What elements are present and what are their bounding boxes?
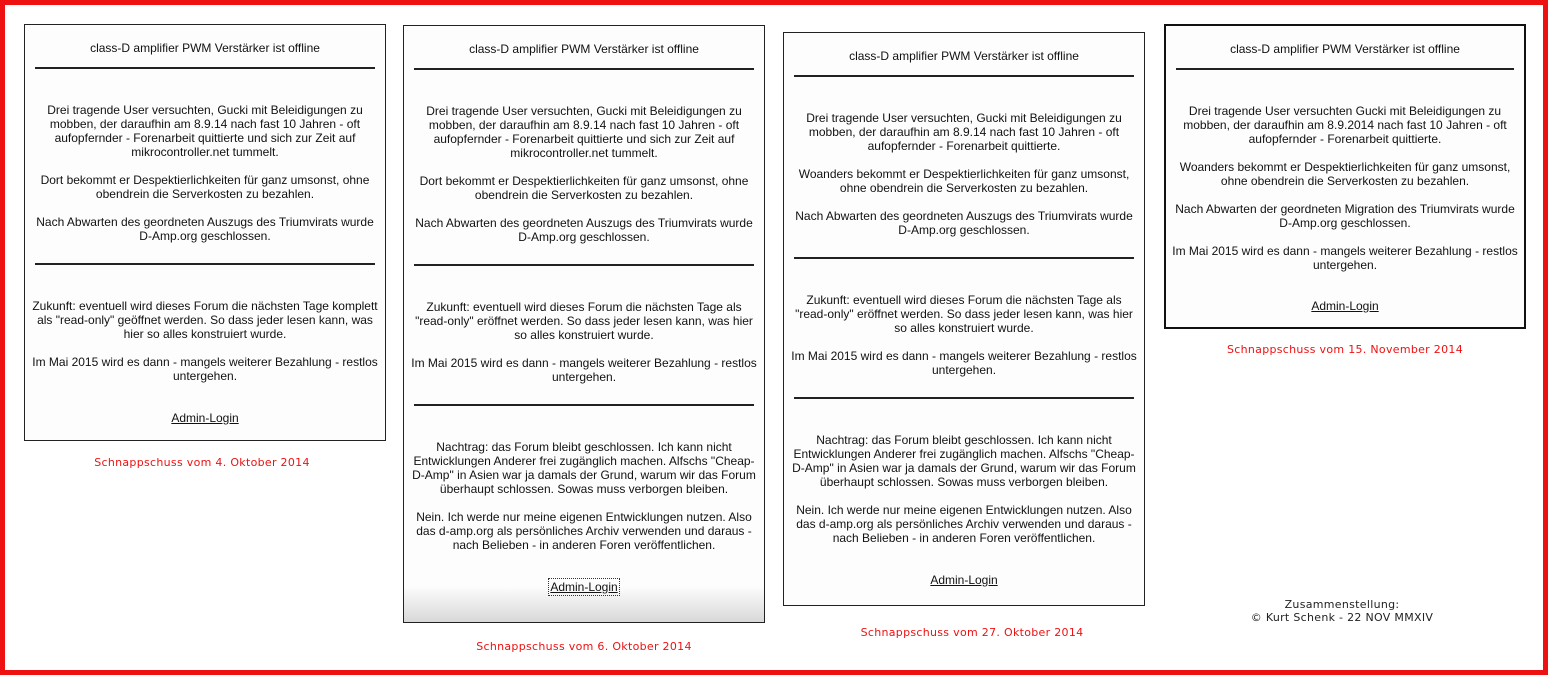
paragraph: Zukunft: eventuell wird dieses Forum die nächsten Tage als "read-only" eröffnet werden. So dass jeder lesen kann, was hier so alles konstruiert wurde. <box>795 293 1133 335</box>
paragraph: Nachtrag: das Forum bleibt geschlossen. Ich kann nicht Entwicklungen Anderer frei zugänglich machen. Alfschs "Cheap-D-Amp" in Asien war ja damals der Grund, warum wir das Forum überhaupt schlossen. Sowas muss verborgen bleiben. <box>412 440 756 496</box>
admin-login-link[interactable]: Admin-Login <box>930 573 998 587</box>
snapshot-title: class-D amplifier PWM Verstärker ist offline <box>469 42 699 56</box>
snapshot-title: class-D amplifier PWM Verstärker ist offline <box>90 41 320 55</box>
snapshot-15-nov-2014 <box>1164 24 1526 329</box>
divider <box>794 75 1134 77</box>
paragraph: Im Mai 2015 wird es dann - mangels weiterer Bezahlung - restlos untergehen. <box>791 349 1137 377</box>
credit-label: Zusammenstellung: <box>1284 598 1400 611</box>
divider <box>35 67 375 69</box>
divider <box>1176 68 1514 70</box>
snapshot-27-oct-2014 <box>783 32 1145 606</box>
snapshot-caption: Schnappschuss vom 6. Oktober 2014 <box>476 640 692 653</box>
paragraph: Zukunft: eventuell wird dieses Forum die nächsten Tage als "read-only" eröffnet werden. So dass jeder lesen kann, was hier so alles konstruiert wurde. <box>415 300 753 342</box>
paragraph: Nach Abwarten des geordneten Auszugs des Triumvirats wurde D-Amp.org geschlossen. <box>36 215 374 243</box>
snapshot-4-oct-2014 <box>24 24 386 441</box>
paragraph: Im Mai 2015 wird es dann - mangels weiterer Bezahlung - restlos untergehen. <box>411 356 757 384</box>
snapshot-caption: Schnappschuss vom 15. November 2014 <box>1226 343 1464 356</box>
divider <box>794 397 1134 399</box>
paragraph: Dort bekommt er Despektierlichkeiten für ganz umsonst, ohne obendrein die Serverkosten zu bezahlen. <box>419 174 749 202</box>
compilation-credit <box>1164 598 1520 624</box>
paragraph: Zukunft: eventuell wird dieses Forum die nächsten Tage komplett als "read-only" geöffnet werden. So dass jeder lesen kann, was hier so alles konstruiert wurde. <box>32 299 378 341</box>
paragraph: Nachtrag: das Forum bleibt geschlossen. Ich kann nicht Entwicklungen Anderer frei zugänglich machen. Alfschs "Cheap-D-Amp" in Asien war ja damals der Grund, warum wir das Forum überhaupt schlossen. Sowas muss verborgen bleiben. <box>792 433 1136 489</box>
snapshot-title: class-D amplifier PWM Verstärker ist offline <box>849 49 1079 63</box>
paragraph: Nach Abwarten des geordneten Auszugs des Triumvirats wurde D-Amp.org geschlossen. <box>415 216 753 244</box>
paragraph: Drei tragende User versuchten Gucki mit Beleidigungen zu mobben, der daraufhin am 8.9.2014 nach fast 10 Jahren - oft aufopfernder - Forenarbeit quittierte. <box>1183 104 1507 146</box>
snapshot-title: class-D amplifier PWM Verstärker ist offline <box>1230 42 1460 56</box>
divider <box>414 264 754 266</box>
paragraph: Im Mai 2015 wird es dann - mangels weiterer Bezahlung - restlos untergehen. <box>32 355 378 383</box>
admin-login-link[interactable]: Admin-Login <box>1311 299 1379 313</box>
paragraph: Nach Abwarten der geordneten Migration des Triumvirats wurde D-Amp.org geschlossen. <box>1175 202 1515 230</box>
paragraph: Drei tragende User versuchten, Gucki mit Beleidigungen zu mobben, der daraufhin am 8.9.14 nach fast 10 Jahren - oft aufopfernder - Forenarbeit quittierte. <box>806 111 1122 153</box>
paragraph: Im Mai 2015 wird es dann - mangels weiterer Bezahlung - restlos untergehen. <box>1172 244 1518 272</box>
paragraph: Drei tragende User versuchten, Gucki mit Beleidigungen zu mobben, der daraufhin am 8.9.14 nach fast 10 Jahren - oft aufopfernder - Forenarbeit quittierte und sich zur Zeit auf mikrocontroller.net tummelt. <box>426 104 742 160</box>
paragraph: Nein. Ich werde nur meine eigenen Entwicklungen nutzen. Also das d-amp.org als persönliches Archiv verwenden und daraus - nach Belieben - in anderen Foren veröffentlichen. <box>416 510 752 552</box>
snapshot-6-oct-2014 <box>403 25 765 623</box>
paragraph: Dort bekommt er Despektierlichkeiten für ganz umsonst, ohne obendrein die Serverkosten zu bezahlen. <box>40 173 370 201</box>
divider <box>35 263 375 265</box>
credit-author: © Kurt Schenk - 22 NOV MMXIV <box>1250 611 1434 624</box>
paragraph: Nein. Ich werde nur meine eigenen Entwicklungen nutzen. Also das d-amp.org als persönliches Archiv verwenden und daraus - nach Belieben - in anderen Foren veröffentlichen. <box>796 503 1132 545</box>
paragraph: Woanders bekommt er Despektierlichkeiten für ganz umsonst, ohne obendrein die Serverkosten zu bezahlen. <box>798 167 1130 195</box>
divider <box>414 404 754 406</box>
paragraph: Drei tragende User versuchten, Gucki mit Beleidigungen zu mobben, der daraufhin am 8.9.14 nach fast 10 Jahren - oft aufopfernder - Forenarbeit quittierte und sich zur Zeit auf mikrocontroller.net tummelt. <box>47 103 363 159</box>
divider <box>794 257 1134 259</box>
divider <box>414 68 754 70</box>
admin-login-link[interactable]: Admin-Login <box>171 411 239 425</box>
snapshot-caption: Schnappschuss vom 27. Oktober 2014 <box>860 626 1084 639</box>
paragraph: Nach Abwarten des geordneten Auszugs des Triumvirats wurde D-Amp.org geschlossen. <box>795 209 1133 237</box>
snapshot-caption: Schnappschuss vom 4. Oktober 2014 <box>94 456 310 469</box>
paragraph: Woanders bekommt er Despektierlichkeiten für ganz umsonst, ohne obendrein die Serverkosten zu bezahlen. <box>1179 160 1511 188</box>
admin-login-link[interactable]: Admin-Login <box>550 580 618 594</box>
